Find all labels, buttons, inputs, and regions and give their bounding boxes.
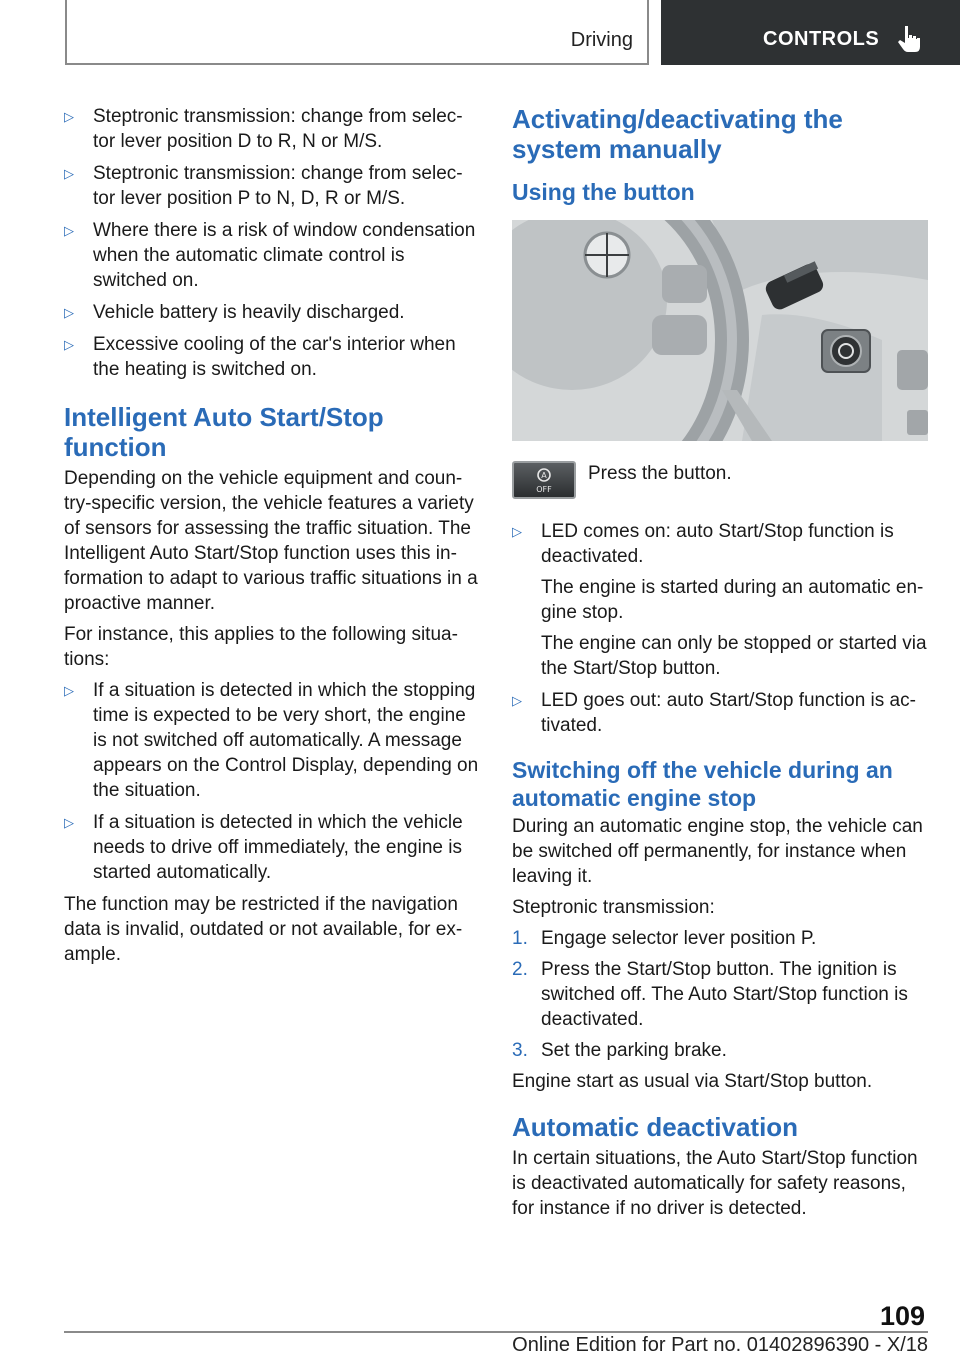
heading-automatic-deactivation: Automatic deactivation	[512, 1112, 799, 1142]
list-item: ▷ If a situation is detected in which the stopping time is expected to be very short, the engine is not switched off automatically. A message appears on the Control Display, depending on the situation.	[64, 680, 479, 801]
paragraph: The function may be restricted if the navigation data is invalid, outdated or not available, for ex- ample.	[64, 894, 463, 965]
triangle-bullet-icon: ▷	[64, 683, 74, 698]
steering-wheel-illustration	[512, 220, 928, 441]
svg-text:A: A	[541, 471, 547, 480]
list-item: ▷ Vehicle battery is heavily discharged.	[64, 302, 405, 323]
list-item: ▷ If a situation is detected in which the vehicle needs to drive off immediately, the engine is started automatically.	[64, 812, 463, 883]
heading-switching-off: Switching off the vehicle during an automatic engine stop	[512, 757, 893, 811]
list-item: ▷ Excessive cooling of the car's interior when the heating is switched on.	[64, 334, 456, 380]
paragraph: In certain situations, the Auto Start/Stop function is deactivated automatically for safety reasons, for instance if no driver is detected.	[512, 1148, 918, 1219]
button-caption: Press the button.	[588, 463, 732, 484]
paragraph: For instance, this applies to the following situa- tions:	[64, 624, 458, 670]
list-item: 1. Engage selector lever position P.	[512, 928, 817, 949]
triangle-bullet-icon: ▷	[64, 109, 74, 124]
header-chapter-box	[661, 0, 960, 65]
led-status-list	[512, 519, 928, 738]
list-item: 2. Press the Start/Stop button. The ignition is switched off. The Auto Start/Stop function is deactivated.	[512, 959, 908, 1030]
header-section-box	[65, 0, 649, 65]
edition-note: Online Edition for Part no. 01402896390 - X/18	[512, 1334, 928, 1356]
left-column	[64, 104, 482, 973]
triangle-bullet-icon: ▷	[512, 524, 522, 539]
triangle-bullet-icon: ▷	[64, 223, 74, 238]
paragraph: Engine start as usual via Start/Stop button.	[512, 1071, 873, 1092]
auto-start-stop-off-button-icon	[512, 461, 576, 499]
button-instruction	[512, 461, 928, 515]
paragraph: Steptronic transmission:	[512, 897, 715, 918]
conditions-list	[64, 104, 482, 382]
chapter-title: CONTROLS	[763, 28, 880, 50]
heading-intelligent-auto-start-stop: Intelligent Auto Start/Stop function	[64, 402, 384, 462]
list-item: ▷ Steptronic transmission: change from selec- tor lever position P to N, D, R or M/S.	[64, 163, 463, 209]
triangle-bullet-icon: ▷	[64, 815, 74, 830]
triangle-bullet-icon: ▷	[64, 166, 74, 181]
situations-list	[64, 678, 482, 885]
heading-activating-deactivating: Activating/deactivating the system manually	[512, 104, 843, 164]
paragraph: Depending on the vehicle equipment and coun- try-specific version, the vehicle features a variety of sensors for assessing the traffic situation. The Intelligent Auto Start/Stop function uses this in- formation to adapt to various traffic situations in a proactive manner.	[64, 468, 478, 614]
dashboard-drawing	[512, 220, 928, 441]
paragraph: During an automatic engine stop, the vehicle can be switched off permanently, for instance when leaving it.	[512, 816, 923, 887]
list-item: ▷ LED goes out: auto Start/Stop function is ac- tivated.	[512, 690, 916, 736]
subheading-using-button: Using the button	[512, 179, 695, 205]
svg-text:OFF: OFF	[536, 485, 552, 494]
list-item: 3. Set the parking brake.	[512, 1040, 727, 1061]
footer-divider	[64, 1331, 928, 1333]
list-item: ▷ Steptronic transmission: change from selec- tor lever position D to R, N or M/S.	[64, 106, 463, 152]
right-column	[512, 104, 928, 1227]
list-item: ▷ Where there is a risk of window condensation when the automatic climate control is switched on.	[64, 220, 476, 291]
triangle-bullet-icon: ▷	[64, 305, 74, 320]
triangle-bullet-icon: ▷	[64, 337, 74, 352]
pointing-hand-icon	[897, 24, 923, 54]
section-title: Driving	[570, 29, 633, 51]
triangle-bullet-icon: ▷	[512, 693, 522, 708]
steps-list	[512, 926, 928, 1063]
page-number: 109	[880, 1301, 926, 1331]
list-item: ▷ LED comes on: auto Start/Stop function is deactivated. The engine is started during an automatic en- gine stop. The engine can only be stopped or started via the Start/Stop button.	[512, 521, 927, 679]
